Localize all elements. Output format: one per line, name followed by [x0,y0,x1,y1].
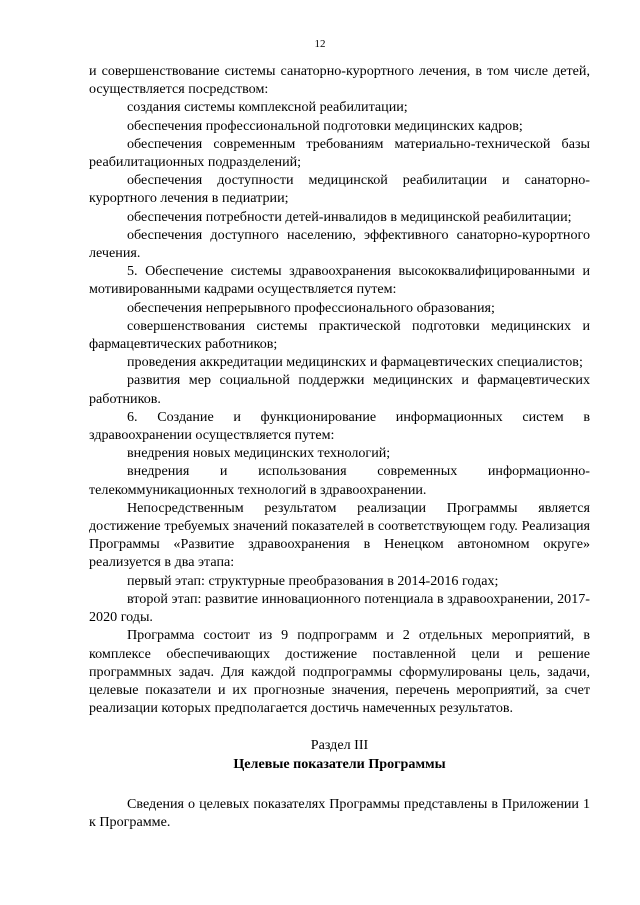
paragraph: совершенствования системы практической подготовки медицинских и фармацевтических работников; [89,317,590,353]
paragraph: внедрения новых медицинских технологий; [127,445,391,462]
paragraph: обеспечения современным требованиям материально-технической базы реабилитационных подразделений; [89,135,590,171]
body-text [89,62,590,831]
section-title: Целевые показатели Программы [233,755,446,772]
page-number: 12 [314,38,326,50]
paragraph: Программа состоит из 9 подпрограмм и 2 отдельных мероприятий, в комплексе обеспечивающих достижение поставленной цели и решение программных задач. Для каждой подпрограммы сформулированы цель, задачи, целевые показатели и их прогнозные значения, перечень мероприятий, за счет реализации которых предполагается достичь намеченных результатов. [89,627,590,717]
paragraph: внедрения и использования современных информационно-телекоммуникационных технологий в здравоохранении. [89,463,590,498]
paragraph: обеспечения непрерывного профессионального образования; [127,299,495,316]
paragraph: создания системы комплексной реабилитации; [127,99,408,116]
paragraph: обеспечения доступного населению, эффективного санаторно-курортного лечения. [89,226,590,262]
paragraph: Непосредственным результатом реализации Программы является достижение требуемых значений показателей в соответствующем году. Реализация Программы «Развитие здравоохранения в Ненецком автономном округе» реализуется в два этапа: [89,499,590,571]
paragraph: обеспечения доступности медицинской реабилитации и санаторно-курортного лечения в педиатрии; [89,172,590,207]
paragraph: и совершенствование системы санаторно-курортного лечения, в том числе детей, осуществляется посредством: [89,63,590,98]
paragraph: проведения аккредитации медицинских и фармацевтических специалистов; [127,354,583,371]
paragraph: обеспечения потребности детей-инвалидов в медицинской реабилитации; [127,208,572,225]
paragraph: первый этап: структурные преобразования в 2014-2016 годах; [127,572,499,589]
paragraph: 5. Обеспечение системы здравоохранения высококвалифицированными и мотивированными кадрами осуществляется путем: [89,263,590,298]
paragraph: обеспечения профессиональной подготовки медицинских кадров; [127,117,523,134]
section-number: Раздел III [310,737,369,754]
paragraph: 6. Создание и функционирование информационных систем в здравоохранении осуществляется путем: [89,408,590,444]
paragraph: второй этап: развитие инновационного потенциала в здравоохранении, 2017-2020 годы. [89,590,590,626]
paragraph: развития мер социальной поддержки медицинских и фармацевтических работников. [89,372,590,407]
closing-paragraph: Сведения о целевых показателях Программы представлены в Приложении 1 к Программе. [89,795,590,830]
